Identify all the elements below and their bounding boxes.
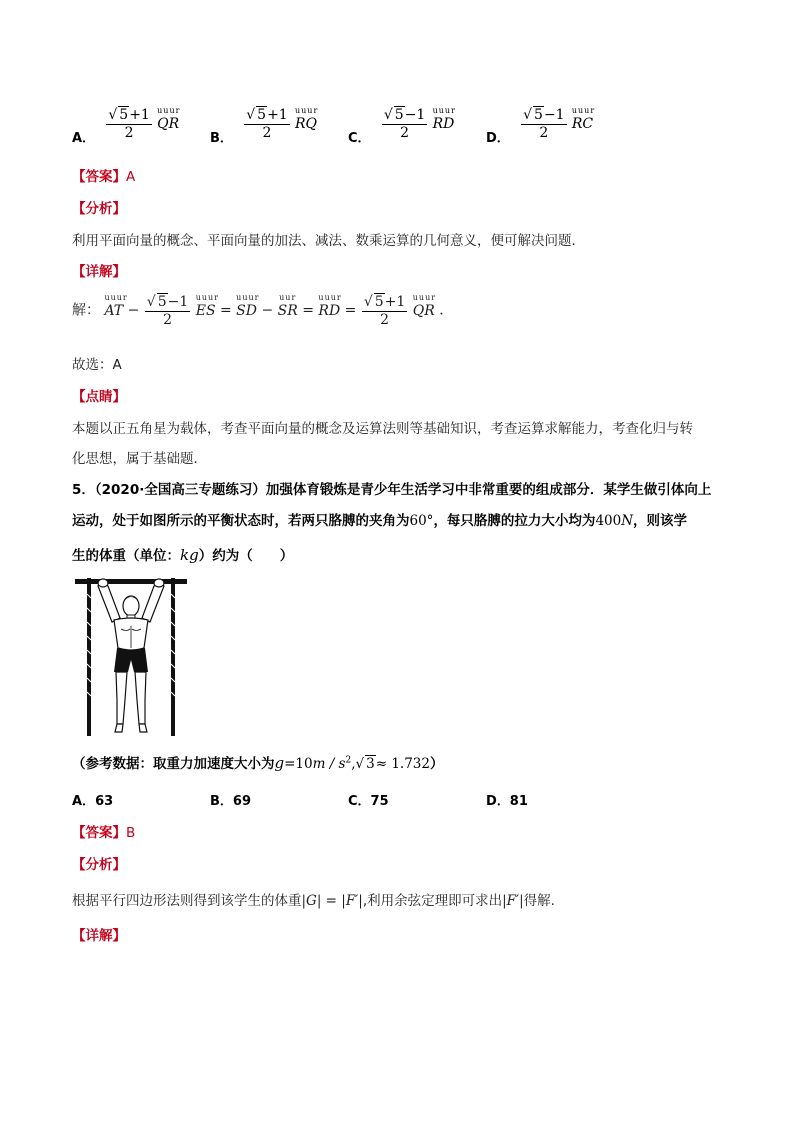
q5-analysis-text: 根据平行四边形法则得到该学生的体重|G| = |F′|,利用余弦定理即可求出|F′|得解.	[72, 893, 555, 909]
q4-analysis-tag: 【分析】	[72, 201, 126, 217]
q5-answer	[72, 821, 135, 841]
force-value: 400	[595, 513, 622, 529]
q5-option-b: B．69	[210, 794, 252, 809]
vector-at: uuur AT	[104, 292, 128, 319]
option-letter: A．	[72, 130, 96, 146]
vector-es: uuur ES	[195, 292, 219, 319]
answer-value: B	[126, 825, 136, 841]
q4-option-d	[486, 105, 596, 146]
q5-detail-tag: 【详解】	[72, 928, 126, 944]
q4-comment-tag: 【点睛】	[72, 389, 126, 405]
fraction: $\frac{√ 5+1}{2}$	[246, 107, 288, 141]
solution-prefix: 解：	[72, 302, 100, 319]
q4-answer	[72, 165, 135, 185]
answer-tag: 【答案】	[72, 825, 126, 841]
vector-sd: uuur SD	[236, 292, 260, 319]
fraction: $\frac{√ 5-1}{2}$	[383, 107, 426, 141]
q4-choice: 故选：A	[72, 357, 122, 373]
q5-analysis-tag: 【分析】	[72, 857, 126, 873]
vector: uuur QR	[157, 105, 181, 132]
q4-option-a	[72, 105, 181, 146]
fraction: $\frac{√ 5-1}{2}$	[523, 107, 565, 141]
vector: uuur RD	[432, 105, 456, 132]
vector: uuur RQ	[295, 105, 319, 132]
q4-analysis-text: 利用平面向量的概念、平面向量的加法、减法、数乘运算的几何意义，便可解决问题．	[72, 233, 585, 249]
vector-qr: uuur QR	[412, 292, 437, 319]
q4-option-c	[348, 105, 456, 146]
q5-stem-line2: 运动，处于如图所示的平衡状态时，若两只胳膊的夹角为60°，每只胳膊的拉力大小均为400N，则该学	[72, 513, 688, 529]
q5-option-a: A．63	[72, 794, 114, 809]
option-letter: B．	[210, 130, 233, 146]
q4-solution-equation: 解： uuur AT − $\frac{√ 5-1}{2}$ uuur ES = uuur SD − uur SR = uuur RD = $\frac{√ 5+1}{2}$ uuur QR ．	[72, 292, 454, 328]
answer-value: A	[126, 169, 136, 185]
option-letter: D．	[486, 130, 510, 146]
q4-option-b	[210, 105, 319, 146]
fraction: $\frac{√ 5+1}{2}$	[363, 294, 406, 328]
q4-detail-tag: 【详解】	[72, 264, 126, 280]
vector-rd: uuur RD	[318, 292, 342, 319]
fraction: $\frac{√ 5+1}{2}$	[108, 107, 150, 141]
q4-comment-line2: 化思想，属于基础题．	[72, 451, 207, 467]
q5-options	[72, 790, 632, 810]
pull-up-figure	[72, 574, 190, 738]
fraction: $\frac{√ 5-1}{2}$	[146, 294, 189, 328]
mass-unit: kg	[180, 546, 199, 564]
q5-reference-data: （参考数据：取重力加速度大小为$g=10m / s^2,√$ 3≈ 1.732）	[72, 754, 444, 772]
q5-option-c: C．75	[348, 794, 389, 809]
q4-options	[72, 106, 712, 152]
answer-tag: 【答案】	[72, 169, 126, 185]
q5-stem-line3: 生的体重（单位：kg）约为（ ）	[72, 546, 294, 564]
q5-stem-line1: 5．（2020·全国高三专题练习）加强体育锻炼是青少年生活学习中非常重要的组成部分．某学生做引体向上	[72, 482, 712, 498]
angle-value: 60°	[409, 513, 434, 529]
vector-sr: uur SR	[277, 292, 298, 319]
vector: uuur RC	[571, 105, 596, 132]
q5-option-d: D．81	[486, 794, 528, 809]
q4-comment-line1: 本题以正五角星为载体，考查平面向量的概念及运算法则等基础知识，考查运算求解能力，考查化归与转	[72, 421, 693, 437]
option-letter: C．	[348, 130, 371, 146]
